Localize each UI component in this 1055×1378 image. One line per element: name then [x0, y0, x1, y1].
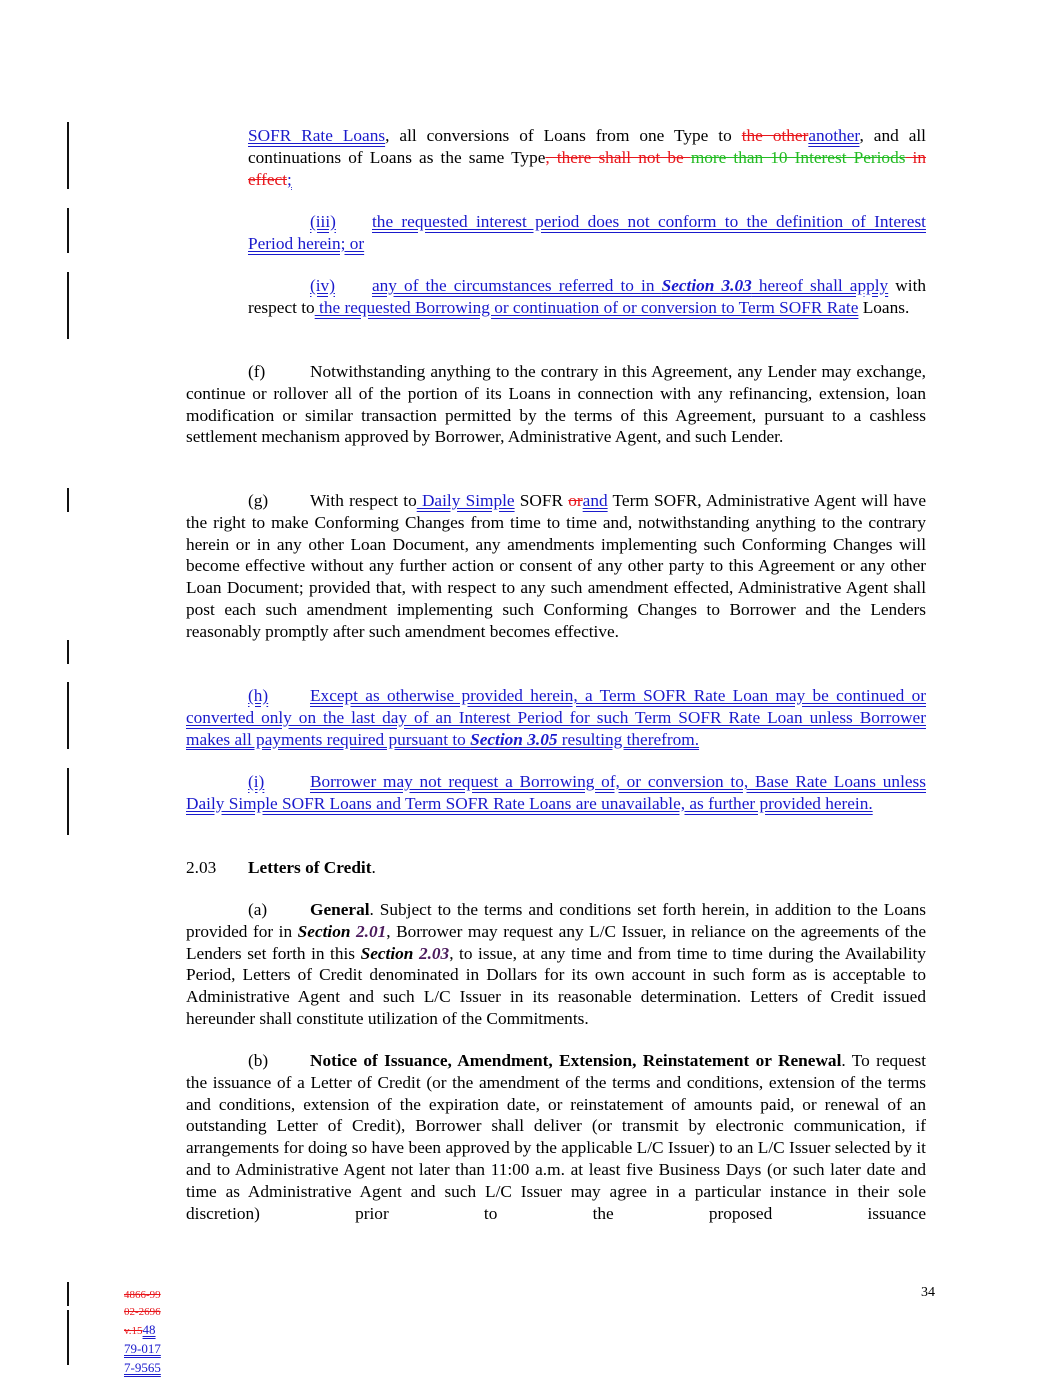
moved-deleted-text: more than 10 Interest Periods: [690, 147, 906, 167]
change-bar: [67, 208, 69, 253]
deleted-text: , there shall not be: [545, 147, 691, 167]
clause-label: (iii): [310, 212, 336, 231]
paragraph-iv: (iv) any of the circumstances referred to in Section 3.03 hereof shall apply with respect to the requested Borrowing or continuation of or conversion to Term SOFR Rate Loans.: [248, 276, 927, 317]
inserted-text: 79-017: [124, 1341, 161, 1356]
section-reference-number: 2.03: [418, 943, 450, 963]
section-title: Letters of Credit: [248, 858, 372, 877]
change-bar: [67, 488, 69, 512]
change-bar: [67, 768, 69, 835]
inserted-text: hereof shall apply: [751, 276, 889, 295]
paragraph-a: (a) General. Subject to the terms and conditions set forth herein, in addition to the Loans provided for in Section 2.01, Borrower may request any L/C Issuer, in reliance on the agreements of the Lenders set forth in this Section 2.03, to issue, at any time and from time to time during the Availability Period, Letters of Credit denominated in Dollars for its own account in such form as is acceptable to Administrative Agent and such L/C Issuer in its reasonable determination. Letters of Credit issued hereunder shall constitute utilization of the Commitments.: [186, 900, 926, 1028]
inserted-text: any of the circumstances referred to in: [372, 276, 662, 295]
clause-title: General: [310, 900, 370, 919]
clause-label: (g): [248, 491, 269, 510]
paragraph-f: (f) Notwithstanding anything to the contrary in this Agreement, any Lender may exchange, continue or rollover all of the portion of its Loans in connection with any refinancing, extension, loan modification or similar transaction permitted by the terms of this Agreement, pursuant to a cashless settlement mechanism approved by Borrower, Administrative Agent, and such Lender.: [186, 362, 926, 447]
inserted-text: resulting therefrom.: [557, 729, 700, 749]
change-bar: [67, 1282, 69, 1306]
paragraph-b: (b) Notice of Issuance, Amendment, Extension, Reinstatement or Renewal. To request the issuance of a Letter of Credit (or the amendment of the terms and conditions, extension of the terms and conditions, extension of the expiration date, or reinstatement of amounts paid, or renewal of an outstanding Letter of Credit), Borrower shall deliver (or transmit by electronic communication, if arrangements for doing so have been approved by the applicable L/C Issuer) to an L/C Issuer selected by it and to Administrative Agent not later than 11:00 a.m. at least five Business Days (or such later date and time as Administrative Agent and such L/C Issuer may agree in a particular instance in their sole discretion) prior to the proposed issuance: [186, 1051, 926, 1223]
inserted-text: 48: [142, 1322, 156, 1337]
paragraph-g: (g) With respect to Daily Simple SOFR orand Term SOFR, Administrative Agent will have the right to make Conforming Changes from time to time and, notwithstanding anything to the contrary herein or in any other Loan Document, any amendments implementing such Conforming Changes will become effective without any further action or consent of any other party to this Agreement or any other Loan Document; provided that, with respect to any such amendment effected, Administrative Agent shall post each such amendment implementing such Conforming Changes to Borrower and the Lenders reasonably promptly after such amendment becomes effective.: [186, 491, 926, 641]
change-bar: [67, 640, 69, 664]
inserted-text: ;: [287, 169, 292, 189]
deleted-text: 02-2696: [124, 1306, 161, 1318]
clause-label: (f): [248, 362, 266, 381]
inserted-text: Borrower may not request a Borrowing of, or conversion to, Base Rate Loans unless Daily Simple SOFR Loans and Term SOFR Rate Loans are unavailable, as further provided herein.: [186, 772, 926, 813]
paragraph-i: [186, 771, 926, 815]
section-reference: Section: [297, 921, 357, 941]
page-number: 34: [921, 1285, 935, 1300]
section-reference-number: 2.01: [356, 921, 387, 941]
inserted-text: another: [808, 126, 860, 145]
document-id: [124, 1287, 161, 1378]
inserted-text: 7-9565: [124, 1360, 161, 1375]
clause-label: (i): [248, 772, 265, 791]
paragraph-iii: [248, 211, 926, 255]
section-reference: Section: [360, 943, 419, 963]
section-heading: 2.03 Letters of Credit.: [186, 858, 376, 877]
inserted-text: Except as otherwise provided herein, a Term SOFR Rate Loan may be continued or converted only on the last day of an Interest Period for such Term SOFR Rate Loan unless Borrower makes all payments required pursuant to: [186, 686, 926, 749]
inserted-text: the requested Borrowing or continuation of or conversion to Term SOFR Rate: [314, 297, 859, 317]
deleted-text: or: [568, 491, 583, 510]
section-reference: Section 3.05: [470, 729, 558, 749]
change-bar: [67, 682, 69, 749]
clause-label: (b): [248, 1051, 269, 1070]
inserted-text: the requested interest period does not conform to the definition of Interest Period herein; or: [248, 212, 926, 253]
deleted-text: 4866-99: [124, 1289, 161, 1301]
deleted-text: in effect: [248, 147, 927, 189]
section-reference: Section 3.03: [661, 276, 752, 295]
clause-label: (a): [248, 900, 268, 919]
inserted-text: Daily Simple: [416, 491, 515, 510]
change-bar: [67, 1310, 69, 1365]
paragraph-h: [186, 685, 926, 750]
clause-label: (iv): [310, 276, 335, 295]
section-number: 2.03: [186, 858, 217, 877]
deleted-text: the other: [741, 126, 809, 145]
change-bar: [67, 122, 69, 189]
paragraph-continuation: SOFR Rate Loans, all conversions of Loans from one Type to the otheranother, and all continuations of Loans as the same Type, there shall not be more than 10 Interest Periods in effect;: [248, 126, 927, 189]
inserted-text: and: [582, 491, 608, 510]
deleted-text: v.15: [124, 1325, 143, 1337]
change-bar: [67, 272, 69, 339]
clause-title: Notice of Issuance, Amendment, Extension, Reinstatement or Renewal: [310, 1051, 842, 1070]
inserted-text: SOFR Rate Loans: [248, 126, 386, 145]
clause-label: (h): [248, 686, 269, 705]
